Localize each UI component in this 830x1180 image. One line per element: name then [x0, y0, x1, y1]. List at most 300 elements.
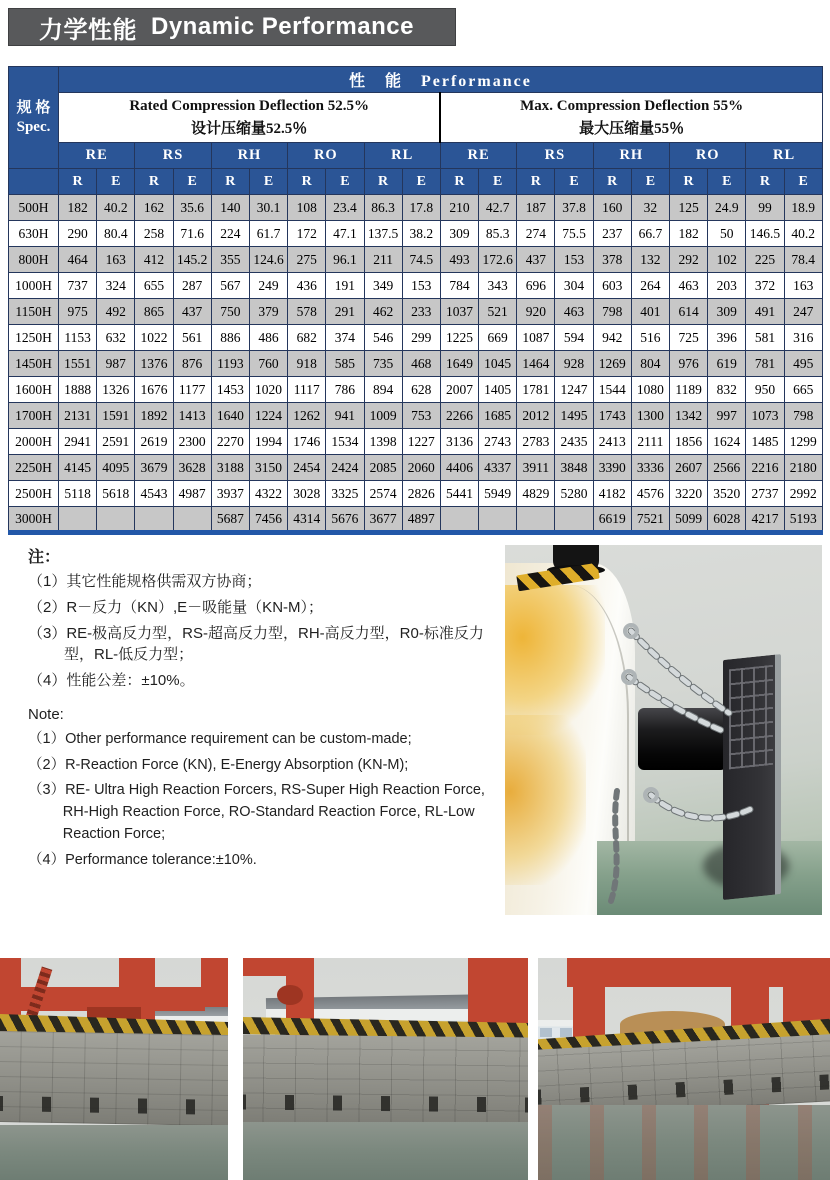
value-cell: 86.3: [364, 195, 402, 221]
value-cell: 4406: [440, 455, 478, 481]
value-cell: 2992: [784, 481, 822, 507]
r-header: R: [517, 169, 555, 195]
value-cell: 876: [173, 351, 211, 377]
value-cell: 1544: [593, 377, 631, 403]
note-item: （3）RE- Ultra High Reaction Forcers, RS-Super High Reaction Force, RH-High Reaction Force, RO-Standard Reaction Force, RL-Low Reaction Force;: [28, 782, 485, 842]
note-item: （4）Performance tolerance:±10%.: [28, 851, 257, 868]
value-cell: 4217: [746, 507, 784, 533]
value-cell: 66.7: [631, 221, 669, 247]
value-cell: 17.8: [402, 195, 440, 221]
value-cell: 355: [211, 247, 249, 273]
value-cell: 436: [288, 273, 326, 299]
value-cell: 290: [59, 221, 97, 247]
type-header-rs-max: RS: [517, 143, 593, 169]
spec-cell: 1150H: [9, 299, 59, 325]
value-cell: 2300: [173, 429, 211, 455]
value-cell: 561: [173, 325, 211, 351]
r-header: R: [670, 169, 708, 195]
value-cell: 37.8: [555, 195, 593, 221]
value-cell: 203: [708, 273, 746, 299]
value-cell: 40.2: [97, 195, 135, 221]
r-header: R: [440, 169, 478, 195]
value-cell: 2266: [440, 403, 478, 429]
value-cell: 5441: [440, 481, 478, 507]
value-cell: 5687: [211, 507, 249, 533]
value-cell: 379: [249, 299, 287, 325]
notes-zh: [28, 544, 496, 692]
section-header-max: [440, 93, 822, 143]
value-cell: 437: [517, 247, 555, 273]
value-cell: 132: [631, 247, 669, 273]
value-cell: 928: [555, 351, 593, 377]
port-photo-3: [538, 958, 830, 1180]
table-row: [9, 299, 823, 325]
value-cell: 153: [402, 273, 440, 299]
type-header-rl-rated: RL: [364, 143, 440, 169]
value-cell: 1073: [746, 403, 784, 429]
value-cell: 2591: [97, 429, 135, 455]
crane-part: [201, 958, 228, 1007]
value-cell: [517, 507, 555, 533]
value-cell: 4543: [135, 481, 173, 507]
value-cell: 567: [211, 273, 249, 299]
value-cell: 1485: [746, 429, 784, 455]
wall-fenders: [243, 1094, 528, 1112]
value-cell: 437: [173, 299, 211, 325]
value-cell: 247: [784, 299, 822, 325]
spec-cell: 1250H: [9, 325, 59, 351]
section-rated-zh: 设计压缩量52.5％: [191, 120, 308, 137]
re-header-row: [9, 169, 823, 195]
value-cell: 401: [631, 299, 669, 325]
value-cell: 80.4: [97, 221, 135, 247]
value-cell: 2216: [746, 455, 784, 481]
value-cell: 4337: [479, 455, 517, 481]
value-cell: 2435: [555, 429, 593, 455]
value-cell: 975: [59, 299, 97, 325]
spec-cell: 2000H: [9, 429, 59, 455]
value-cell: [135, 507, 173, 533]
value-cell: 3848: [555, 455, 593, 481]
table-row: [9, 455, 823, 481]
value-cell: 145.2: [173, 247, 211, 273]
value-cell: 1117: [288, 377, 326, 403]
e-header: E: [784, 169, 822, 195]
table-row: [9, 429, 823, 455]
note-item: （1）Other performance requirement can be custom-made;: [28, 730, 412, 747]
value-cell: 3325: [326, 481, 364, 507]
notes-zh-title: 注：: [28, 549, 61, 566]
value-cell: 462: [364, 299, 402, 325]
value-cell: 786: [326, 377, 364, 403]
value-cell: 1640: [211, 403, 249, 429]
value-cell: 61.7: [249, 221, 287, 247]
value-cell: 275: [288, 247, 326, 273]
value-cell: 160: [593, 195, 631, 221]
value-cell: 316: [784, 325, 822, 351]
section-header-rated: [59, 93, 441, 143]
port-photo-1: [0, 958, 228, 1180]
value-cell: 3390: [593, 455, 631, 481]
type-header-ro-rated: RO: [288, 143, 364, 169]
value-cell: [479, 507, 517, 533]
value-cell: 655: [135, 273, 173, 299]
value-cell: 292: [670, 247, 708, 273]
table-row: [9, 351, 823, 377]
value-cell: 1413: [173, 403, 211, 429]
value-cell: 1225: [440, 325, 478, 351]
value-cell: 1856: [670, 429, 708, 455]
value-cell: 784: [440, 273, 478, 299]
value-cell: 3628: [173, 455, 211, 481]
value-cell: 781: [746, 351, 784, 377]
value-cell: 1020: [249, 377, 287, 403]
e-header: E: [631, 169, 669, 195]
value-cell: 1781: [517, 377, 555, 403]
value-cell: 750: [211, 299, 249, 325]
value-cell: 18.9: [784, 195, 822, 221]
performance-table: [8, 66, 823, 535]
value-cell: 4987: [173, 481, 211, 507]
value-cell: 2085: [364, 455, 402, 481]
value-cell: 486: [249, 325, 287, 351]
value-cell: 75.5: [555, 221, 593, 247]
value-cell: 603: [593, 273, 631, 299]
value-cell: 50: [708, 221, 746, 247]
note-item: （3）RE-极高反力型，RS-超高反力型，RH-高反力型，R0-标准反力型，RL-低反力型；: [28, 624, 484, 664]
crane-hoist-wheel: [277, 985, 303, 1005]
value-cell: 182: [59, 195, 97, 221]
harbor-water: [538, 1105, 830, 1180]
value-cell: 950: [746, 377, 784, 403]
value-cell: 468: [402, 351, 440, 377]
value-cell: 299: [402, 325, 440, 351]
r-header: R: [135, 169, 173, 195]
value-cell: 521: [479, 299, 517, 325]
value-cell: 172: [288, 221, 326, 247]
type-header-rh-rated: RH: [211, 143, 287, 169]
value-cell: 2413: [593, 429, 631, 455]
value-cell: 804: [631, 351, 669, 377]
value-cell: 665: [784, 377, 822, 403]
value-cell: 2783: [517, 429, 555, 455]
value-cell: 581: [746, 325, 784, 351]
page-title-zh: 力学性能: [39, 16, 137, 44]
value-cell: 2566: [708, 455, 746, 481]
value-cell: 1269: [593, 351, 631, 377]
value-cell: 224: [211, 221, 249, 247]
harbor-water: [0, 1125, 228, 1180]
spec-cell: 630H: [9, 221, 59, 247]
value-cell: 343: [479, 273, 517, 299]
value-cell: 1685: [479, 403, 517, 429]
section-max-zh: 最大压缩量55％: [579, 120, 685, 137]
value-cell: 1177: [173, 377, 211, 403]
value-cell: 7521: [631, 507, 669, 533]
type-header-ro-max: RO: [670, 143, 746, 169]
rubber-fender-cylinder: [638, 708, 730, 770]
value-cell: 42.7: [479, 195, 517, 221]
value-cell: 918: [288, 351, 326, 377]
value-cell: 2270: [211, 429, 249, 455]
type-header-row: [9, 143, 823, 169]
value-cell: 108: [288, 195, 326, 221]
notes-en: [28, 706, 496, 872]
value-cell: 71.6: [173, 221, 211, 247]
value-cell: 309: [708, 299, 746, 325]
value-cell: 163: [784, 273, 822, 299]
table-row: [9, 507, 823, 533]
value-cell: 669: [479, 325, 517, 351]
r-header: R: [593, 169, 631, 195]
r-header: R: [59, 169, 97, 195]
value-cell: 396: [708, 325, 746, 351]
value-cell: 40.2: [784, 221, 822, 247]
value-cell: 5676: [326, 507, 364, 533]
value-cell: 146.5: [746, 221, 784, 247]
value-cell: 47.1: [326, 221, 364, 247]
spec-cell: 2250H: [9, 455, 59, 481]
value-cell: 2454: [288, 455, 326, 481]
r-header: R: [746, 169, 784, 195]
spec-cell: 1000H: [9, 273, 59, 299]
value-cell: [440, 507, 478, 533]
value-cell: 35.6: [173, 195, 211, 221]
value-cell: 463: [670, 273, 708, 299]
value-cell: 1464: [517, 351, 555, 377]
value-cell: 23.4: [326, 195, 364, 221]
value-cell: 495: [784, 351, 822, 377]
value-cell: 191: [326, 273, 364, 299]
value-cell: 163: [97, 247, 135, 273]
note-item: （2）R-Reaction Force (KN), E-Energy Absorption (KN-M);: [28, 756, 409, 773]
e-header: E: [97, 169, 135, 195]
value-cell: 412: [135, 247, 173, 273]
e-header: E: [173, 169, 211, 195]
e-header: E: [555, 169, 593, 195]
value-cell: 4829: [517, 481, 555, 507]
spec-cell: 800H: [9, 247, 59, 273]
value-cell: 162: [135, 195, 173, 221]
value-cell: 1591: [97, 403, 135, 429]
value-cell: [97, 507, 135, 533]
value-cell: 99: [746, 195, 784, 221]
value-cell: 1009: [364, 403, 402, 429]
value-cell: 1247: [555, 377, 593, 403]
spec-cell: 1700H: [9, 403, 59, 429]
value-cell: 1649: [440, 351, 478, 377]
value-cell: 378: [593, 247, 631, 273]
e-header: E: [708, 169, 746, 195]
value-cell: 233: [402, 299, 440, 325]
spec-cell: 2500H: [9, 481, 59, 507]
value-cell: 2111: [631, 429, 669, 455]
value-cell: 324: [97, 273, 135, 299]
value-cell: 760: [249, 351, 287, 377]
value-cell: 274: [517, 221, 555, 247]
value-cell: 865: [135, 299, 173, 325]
value-cell: 4314: [288, 507, 326, 533]
value-cell: 1746: [288, 429, 326, 455]
table-row: [9, 377, 823, 403]
spec-cell: 1450H: [9, 351, 59, 377]
value-cell: 753: [402, 403, 440, 429]
value-cell: 264: [631, 273, 669, 299]
value-cell: 798: [784, 403, 822, 429]
value-cell: 172.6: [479, 247, 517, 273]
value-cell: 4897: [402, 507, 440, 533]
port-photo-strip: [0, 958, 830, 1180]
value-cell: 2743: [479, 429, 517, 455]
value-cell: 1551: [59, 351, 97, 377]
value-cell: 124.6: [249, 247, 287, 273]
r-header: R: [211, 169, 249, 195]
value-cell: 1022: [135, 325, 173, 351]
value-cell: 74.5: [402, 247, 440, 273]
value-cell: 1153: [59, 325, 97, 351]
value-cell: 2180: [784, 455, 822, 481]
value-cell: 1994: [249, 429, 287, 455]
value-cell: 832: [708, 377, 746, 403]
value-cell: 1888: [59, 377, 97, 403]
table-row: [9, 195, 823, 221]
table-row: [9, 273, 823, 299]
value-cell: 725: [670, 325, 708, 351]
value-cell: 737: [59, 273, 97, 299]
value-cell: 1224: [249, 403, 287, 429]
value-cell: 1676: [135, 377, 173, 403]
value-cell: 96.1: [326, 247, 364, 273]
value-cell: 1045: [479, 351, 517, 377]
value-cell: 1453: [211, 377, 249, 403]
value-cell: 1342: [670, 403, 708, 429]
value-cell: 1326: [97, 377, 135, 403]
value-cell: 309: [440, 221, 478, 247]
value-cell: 682: [288, 325, 326, 351]
value-cell: 4095: [97, 455, 135, 481]
value-cell: 249: [249, 273, 287, 299]
e-header: E: [249, 169, 287, 195]
value-cell: 1495: [555, 403, 593, 429]
value-cell: 4145: [59, 455, 97, 481]
spec-header-zh: 规 格: [16, 99, 51, 116]
table-row: [9, 403, 823, 429]
value-cell: 291: [326, 299, 364, 325]
value-cell: 4182: [593, 481, 631, 507]
section-max-en: Max. Compression Deflection 55%: [520, 98, 744, 114]
value-cell: 2607: [670, 455, 708, 481]
fender-panel-grid: [729, 665, 773, 770]
value-cell: 3028: [288, 481, 326, 507]
value-cell: 632: [97, 325, 135, 351]
value-cell: 578: [288, 299, 326, 325]
harbor-water: [243, 1122, 528, 1180]
type-header-rs-rated: RS: [135, 143, 211, 169]
value-cell: 372: [746, 273, 784, 299]
value-cell: 987: [97, 351, 135, 377]
value-cell: 182: [670, 221, 708, 247]
value-cell: 1299: [784, 429, 822, 455]
value-cell: 4322: [249, 481, 287, 507]
value-cell: 696: [517, 273, 555, 299]
value-cell: [173, 507, 211, 533]
value-cell: 894: [364, 377, 402, 403]
value-cell: 546: [364, 325, 402, 351]
value-cell: 32: [631, 195, 669, 221]
value-cell: 38.2: [402, 221, 440, 247]
value-cell: 1193: [211, 351, 249, 377]
value-cell: 628: [402, 377, 440, 403]
value-cell: 886: [211, 325, 249, 351]
value-cell: 24.9: [708, 195, 746, 221]
value-cell: 1624: [708, 429, 746, 455]
value-cell: 2826: [402, 481, 440, 507]
value-cell: 140: [211, 195, 249, 221]
value-cell: 1227: [402, 429, 440, 455]
spec-cell: 3000H: [9, 507, 59, 533]
value-cell: 5618: [97, 481, 135, 507]
value-cell: 3520: [708, 481, 746, 507]
e-header: E: [479, 169, 517, 195]
value-cell: 1037: [440, 299, 478, 325]
value-cell: 1376: [135, 351, 173, 377]
type-header-rl-max: RL: [746, 143, 822, 169]
value-cell: 1262: [288, 403, 326, 429]
value-cell: 2424: [326, 455, 364, 481]
value-cell: 304: [555, 273, 593, 299]
value-cell: 187: [517, 195, 555, 221]
value-cell: [555, 507, 593, 533]
value-cell: 3911: [517, 455, 555, 481]
page-title-en: Dynamic Performance: [151, 13, 414, 40]
value-cell: 920: [517, 299, 555, 325]
value-cell: 585: [326, 351, 364, 377]
value-cell: 1405: [479, 377, 517, 403]
table-row: [9, 481, 823, 507]
value-cell: 5949: [479, 481, 517, 507]
notes-section: [28, 544, 496, 875]
note-item: （4）性能公差：±10%。: [28, 672, 195, 689]
value-cell: 3188: [211, 455, 249, 481]
value-cell: 941: [326, 403, 364, 429]
value-cell: 153: [555, 247, 593, 273]
value-cell: 374: [326, 325, 364, 351]
type-header-rh-max: RH: [593, 143, 669, 169]
value-cell: 2060: [402, 455, 440, 481]
value-cell: 1892: [135, 403, 173, 429]
table-row: [9, 221, 823, 247]
note-item: （1）其它性能规格供需双方协商；: [28, 573, 262, 590]
value-cell: 976: [670, 351, 708, 377]
value-cell: 735: [364, 351, 402, 377]
value-cell: 997: [708, 403, 746, 429]
value-cell: 594: [555, 325, 593, 351]
value-cell: 1080: [631, 377, 669, 403]
value-cell: 225: [746, 247, 784, 273]
value-cell: 2619: [135, 429, 173, 455]
value-cell: 3937: [211, 481, 249, 507]
value-cell: 5118: [59, 481, 97, 507]
value-cell: 125: [670, 195, 708, 221]
value-cell: 2131: [59, 403, 97, 429]
value-cell: 1534: [326, 429, 364, 455]
r-header: R: [364, 169, 402, 195]
value-cell: 3220: [670, 481, 708, 507]
value-cell: 2574: [364, 481, 402, 507]
value-cell: 85.3: [479, 221, 517, 247]
value-cell: 1300: [631, 403, 669, 429]
fender-front-panel: [723, 654, 781, 900]
